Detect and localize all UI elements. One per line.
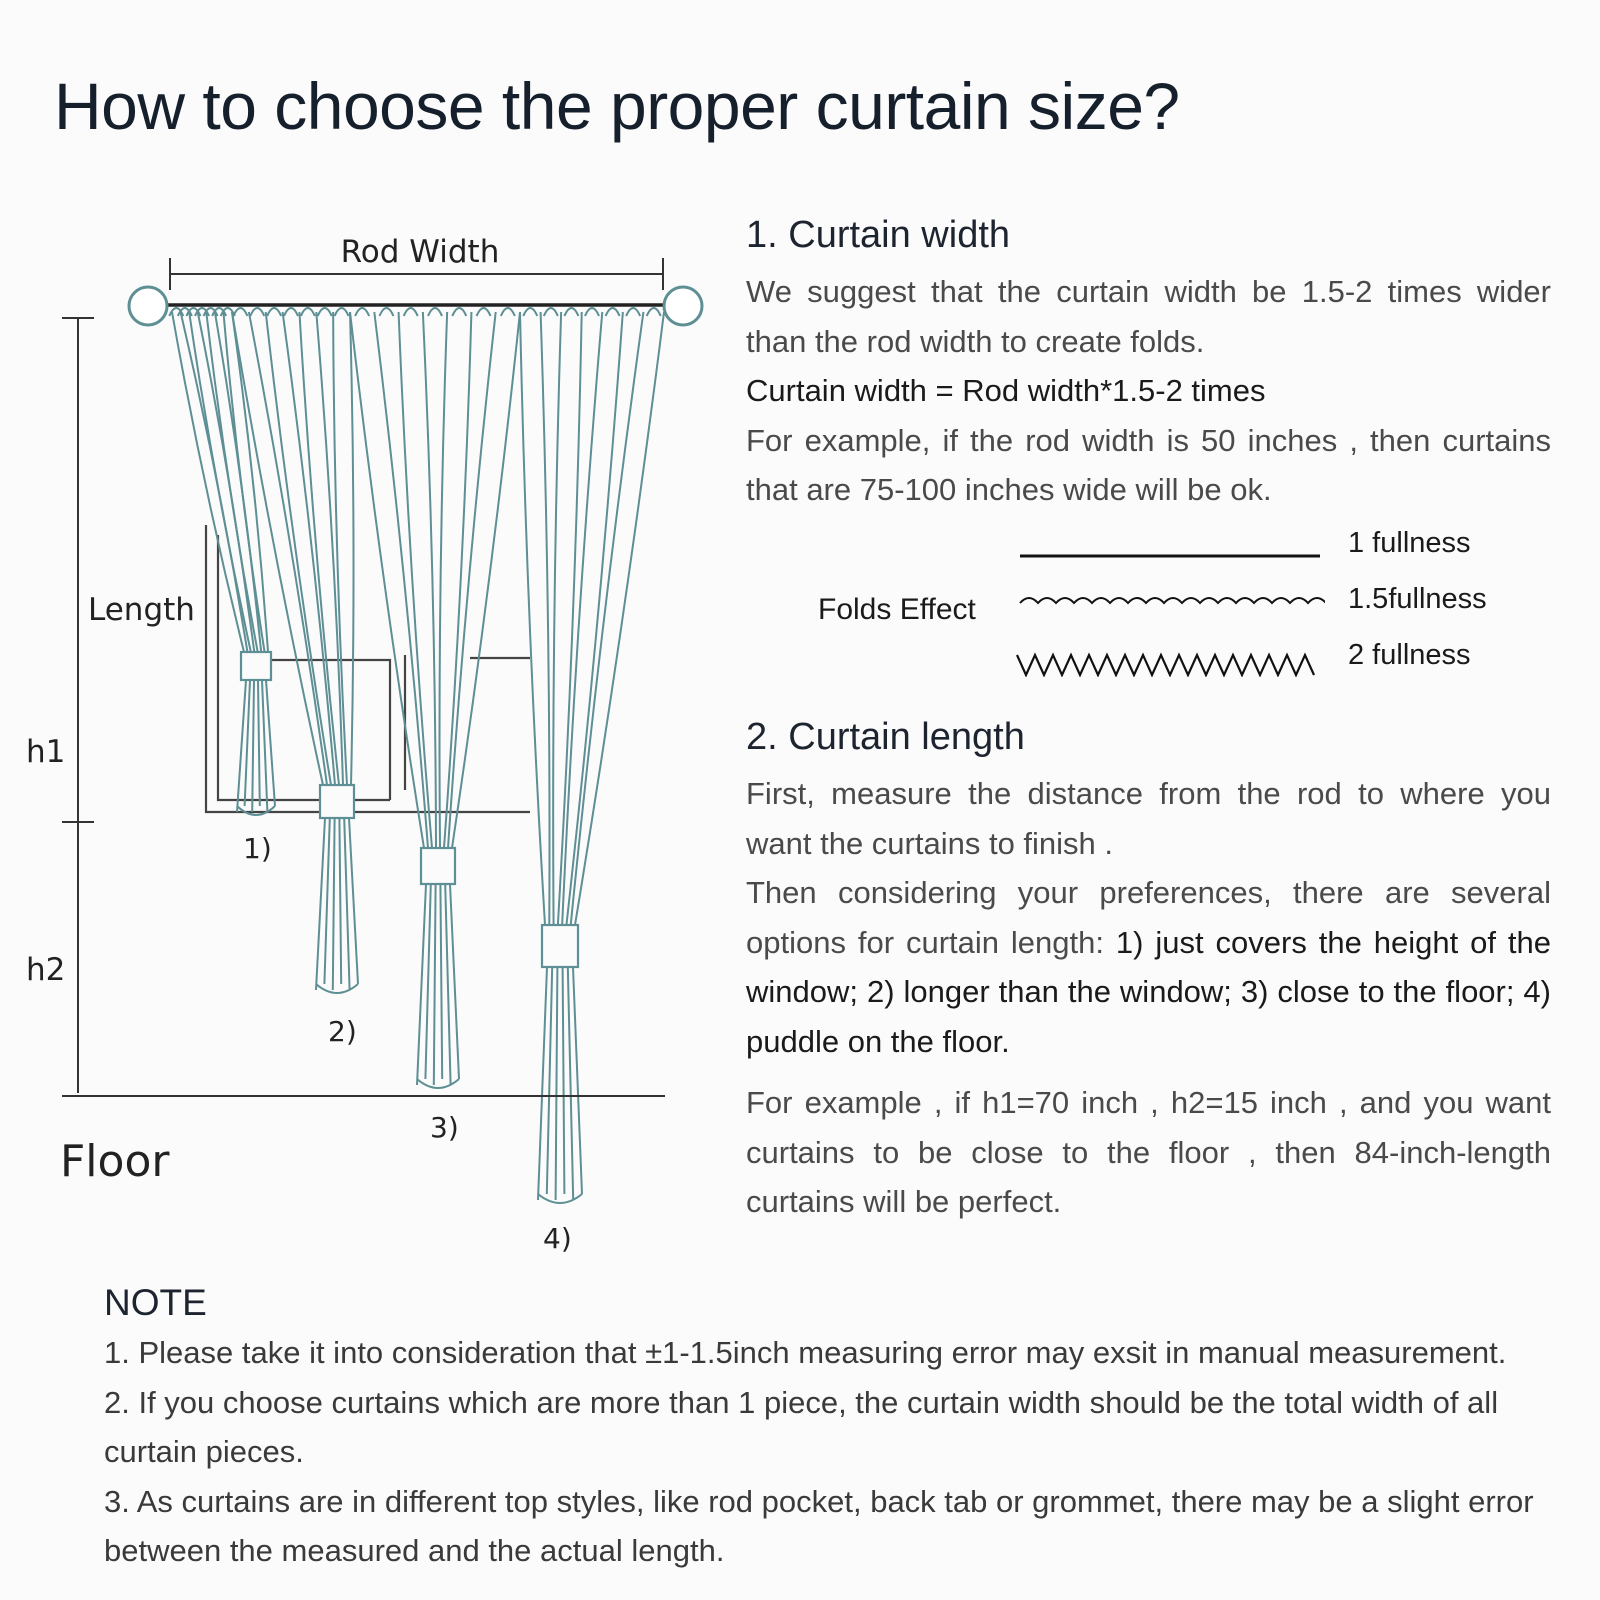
- curtain-length-text1: First, measure the distance from the rod to where you want the curtains to finish .: [746, 776, 1551, 861]
- h2-label: h2: [26, 952, 66, 988]
- note-item-3: 3. As curtains are in different top styles, like rod pocket, back tab or grommet, there may be a slight error between the measured and the actual length.: [104, 1483, 1534, 1568]
- zigzag-line-icon: [1015, 637, 1325, 677]
- fold-name-3: 2 fullness: [1348, 639, 1471, 671]
- curtain-panel-1: [169, 308, 275, 815]
- curtain-width-heading: 1. Curtain width: [746, 214, 1011, 256]
- option-label-3: 3): [430, 1111, 459, 1144]
- tieback-2: [320, 785, 354, 818]
- folds-effect: [800, 525, 1580, 695]
- note-title: NOTE: [104, 1282, 207, 1323]
- folds-effect-label: Folds Effect: [818, 593, 976, 626]
- note-section: [104, 1282, 1556, 1576]
- curtain-length-example: For example , if h1=70 inch , h2=15 inch , and you want curtains to be close to the floor , then 84-inch-length curtains will be perfect.: [746, 1085, 1551, 1219]
- curtain-length-section: [746, 716, 1551, 1227]
- rod-finial-right: [664, 287, 702, 325]
- curtain-panel-3: [350, 308, 520, 1088]
- curtain-size-diagram: [0, 0, 720, 1270]
- page-title: How to choose the proper curtain size?: [54, 69, 1180, 143]
- fold-name-1: 1 fullness: [1348, 527, 1471, 559]
- straight-line-icon: [1015, 525, 1325, 565]
- floor-label: Floor: [60, 1136, 170, 1187]
- fold-row-1: [1015, 525, 1575, 565]
- curtain-width-example: For example, if the rod width is 50 inches , then curtains that are 75-100 inches wide will be ok.: [746, 422, 1551, 507]
- curtain-panels: [169, 308, 664, 1203]
- height-dimension: [62, 318, 94, 1093]
- option-label-2: 2): [328, 1015, 357, 1048]
- curtain-length-heading: 2. Curtain length: [746, 716, 1025, 758]
- wavy-line-icon: [1015, 581, 1325, 621]
- curtain-length-options: 1) just covers the height of the window; 2) longer than the window; 3) close to the floor; 4) puddle on the floor.: [746, 924, 1551, 1059]
- option-label-1: 1): [243, 832, 272, 865]
- curtain-width-text: We suggest that the curtain width be 1.5-2 times wider than the rod width to create folds.: [746, 274, 1551, 359]
- tieback-4: [542, 925, 578, 967]
- note-item-2: 2. If you choose curtains which are more than 1 piece, the curtain width should be the total width of all curtain pieces.: [104, 1384, 1499, 1469]
- fold-row-2: [1015, 581, 1575, 621]
- tieback-3: [421, 848, 455, 884]
- curtain-width-section: [746, 214, 1551, 515]
- curtain-panel-4: [520, 308, 664, 1203]
- fold-row-3: [1015, 637, 1575, 677]
- curtain-width-formula: Curtain width = Rod width*1.5-2 times: [746, 373, 1266, 408]
- option-label-4: 4): [543, 1222, 572, 1255]
- note-item-1: 1. Please take it into consideration that ±1-1.5inch measuring error may exsit in manual measurement.: [104, 1335, 1507, 1370]
- rod-width-label: Rod Width: [340, 234, 500, 270]
- fold-name-2: 1.5fullness: [1348, 583, 1487, 615]
- rod-finial-left: [129, 287, 167, 325]
- tieback-1: [241, 652, 271, 680]
- curtain-length-intro: Then considering your preferences, there are several options for curtain length:: [746, 875, 1551, 960]
- curtain-length-text2: [746, 868, 1551, 1066]
- h1-label: h1: [26, 734, 66, 770]
- length-label: Length: [88, 592, 195, 628]
